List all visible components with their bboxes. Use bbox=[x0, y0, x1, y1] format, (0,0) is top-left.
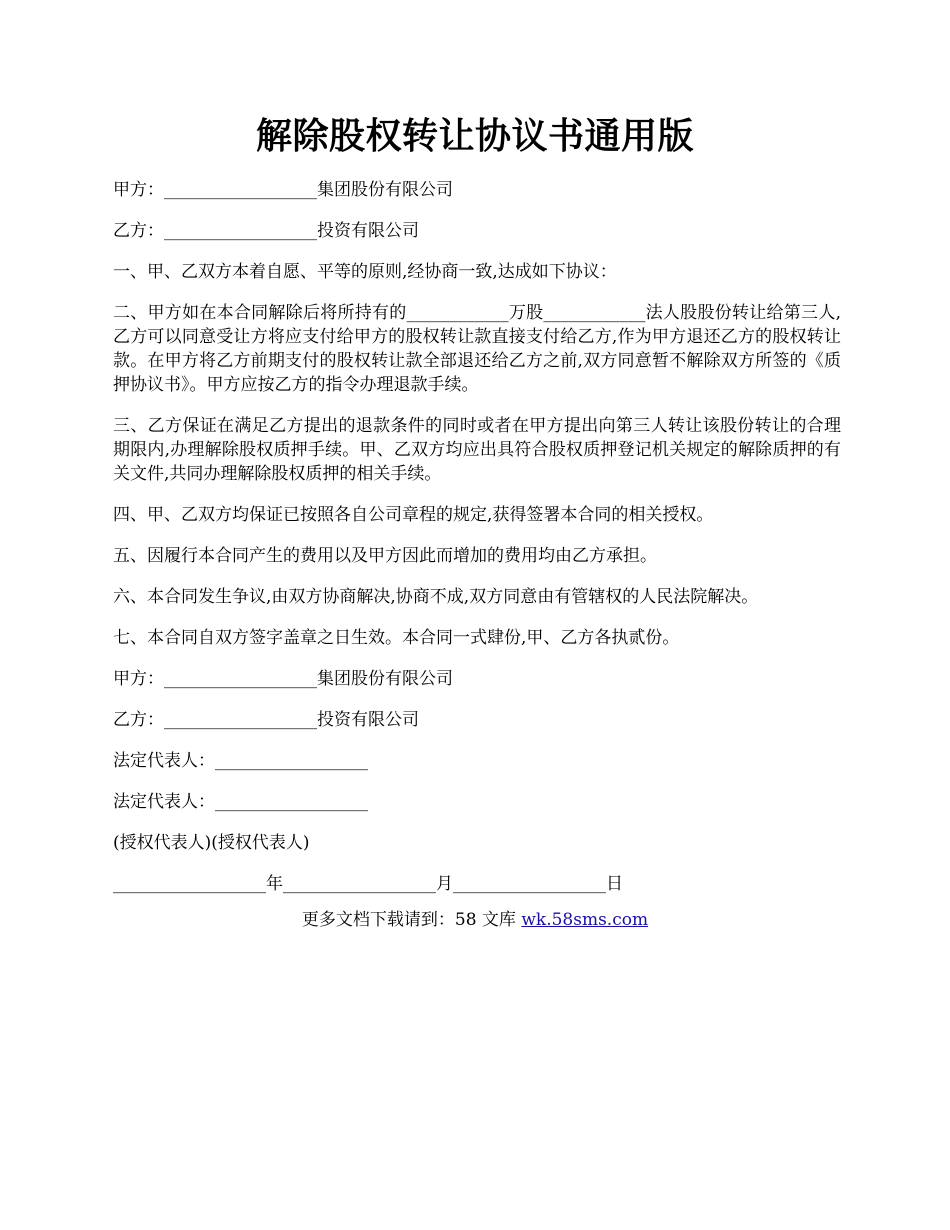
legal-representative-b: 法定代表人：__________________ bbox=[113, 792, 368, 812]
clause-4: 四、甲、乙双方均保证已按照各自公司章程的规定,获得签署本合同的相关授权。 bbox=[113, 505, 714, 525]
signature-party-b: 乙方：__________________投资有限公司 bbox=[113, 710, 419, 730]
clause-7: 七、本合同自双方签字盖章之日生效。本合同一式肆份,甲、乙方各执贰份。 bbox=[113, 628, 680, 648]
document-title: 解除股权转让协议书通用版 bbox=[255, 115, 694, 157]
clause-5: 五、因履行本合同产生的费用以及甲方因此而增加的费用均由乙方承担。 bbox=[113, 546, 657, 566]
date-line: __________________年__________________月__________________日 bbox=[113, 874, 623, 894]
clause-3: 三、乙方保证在满足乙方提出的退款条件的同时或者在甲方提出向第三人转让该股份转让的合理期限内,办理解除股权质押手续。甲、乙双方均应出具符合股权质押登记机关规定的解除质押的有关文件,共同办理解除股权质押的相关手续。 bbox=[113, 416, 841, 484]
clause-6: 六、本合同发生争议,由双方协商解决,协商不成,双方同意由有管辖权的人民法院解决。 bbox=[113, 587, 759, 607]
document-body bbox=[113, 178, 841, 913]
download-footer bbox=[0, 908, 950, 932]
party-b-line: 乙方：__________________投资有限公司 bbox=[113, 221, 419, 241]
legal-representative-a: 法定代表人：__________________ bbox=[113, 751, 368, 771]
clause-1: 一、甲、乙双方本着自愿、平等的原则,经协商一致,达成如下协议： bbox=[113, 262, 617, 282]
authorized-representatives: (授权代表人)(授权代表人) bbox=[113, 833, 310, 853]
footer-link[interactable]: wk.58sms.com bbox=[521, 910, 649, 930]
party-a-line: 甲方：__________________集团股份有限公司 bbox=[113, 180, 453, 200]
clause-2: 二、甲方如在本合同解除后将所持有的____________万股____________法人股股份转让给第三人,乙方可以同意受让方将应支付给甲方的股权转让款直接支付给乙方,作为甲方退还乙方的股权转让款。在甲方将乙方前期支付的股权转让款全部退还给乙方之前,双方同意暂不解除双方所签的《质押协议书》。甲方应按乙方的指令办理退款手续。 bbox=[113, 303, 841, 395]
signature-party-a: 甲方：__________________集团股份有限公司 bbox=[113, 669, 453, 689]
footer-prefix: 更多文档下载请到：58 文库 bbox=[301, 910, 522, 930]
